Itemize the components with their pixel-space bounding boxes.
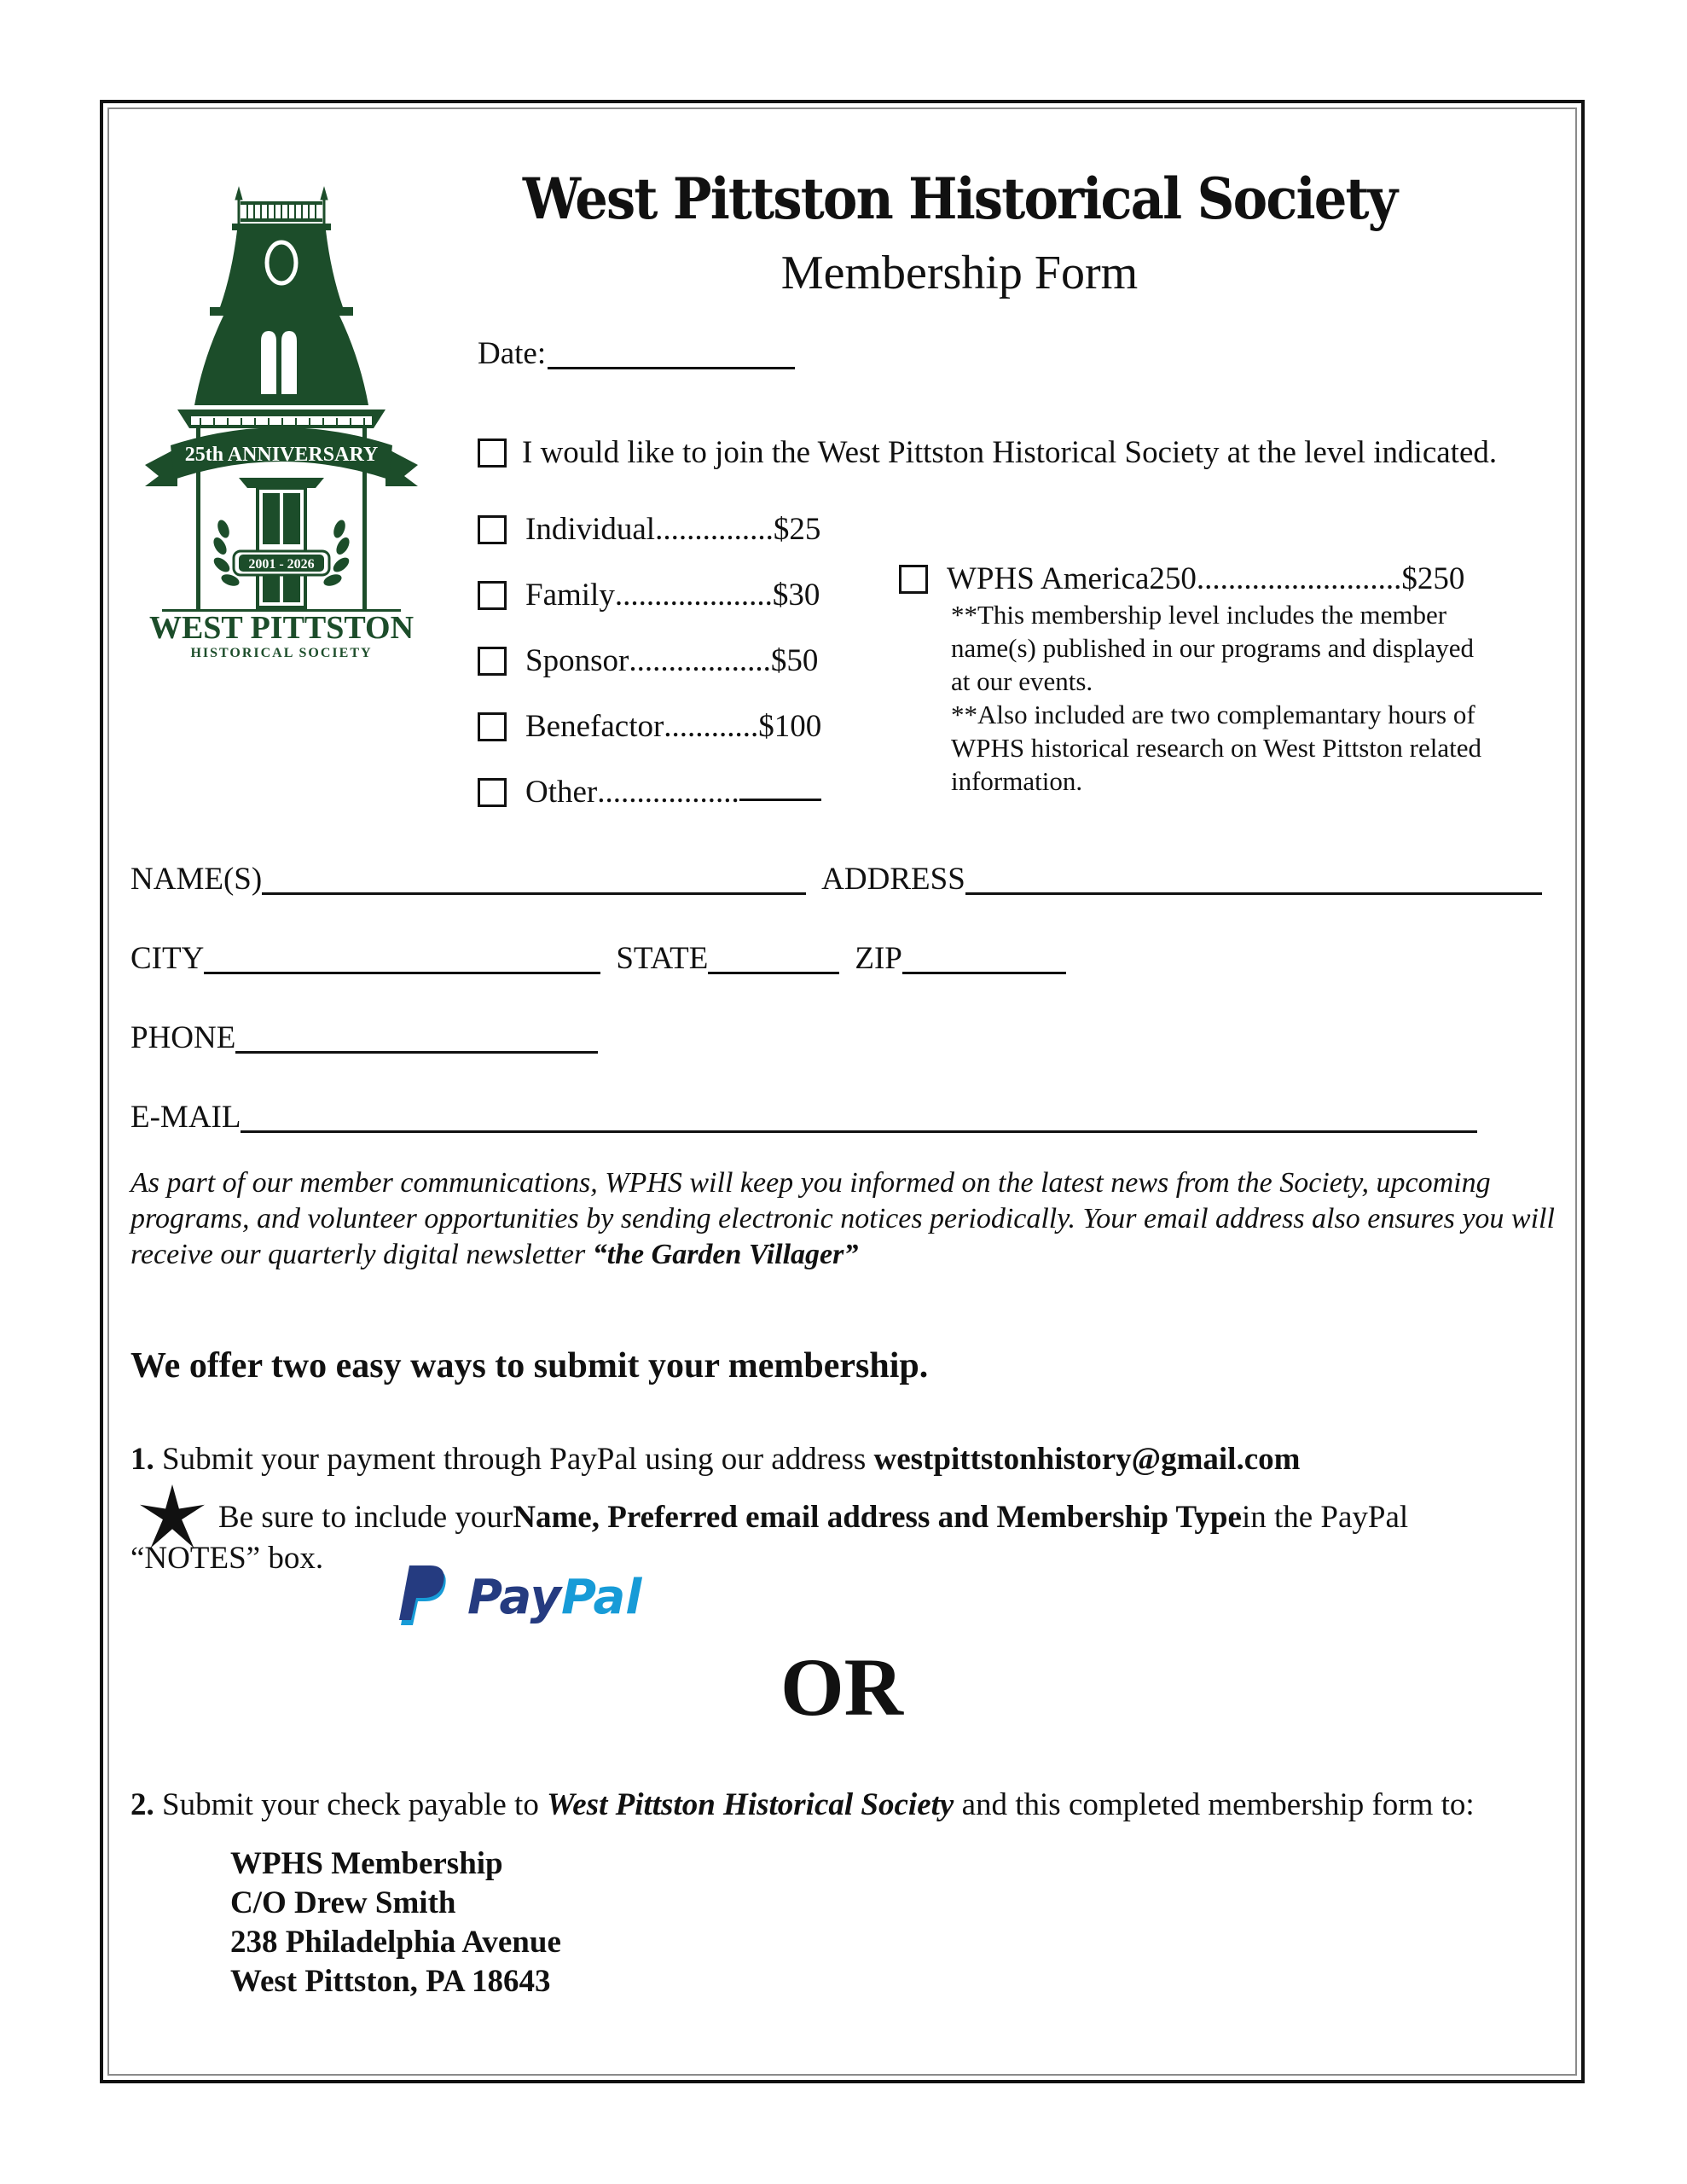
communications-paragraph: As part of our member communications, WPHS will keep you informed on the latest news from the Society, upcoming programs, and volunteer opportunities by sending electronic notices periodically. Your email address also ensures you will receive our quarterly digital newsletter “the Garden Villager” bbox=[130, 1167, 1555, 1270]
price: $250 bbox=[1401, 561, 1465, 596]
paypal-email[interactable]: westpittstonhistory@gmail.com bbox=[873, 1442, 1301, 1477]
society-logo bbox=[128, 171, 435, 657]
step-1-note: Be sure to include your Name, Preferred email address and Membership Type in the PayPal bbox=[138, 1484, 1408, 1549]
mailing-address: WPHS Membership C/O Drew Smith 238 Philadelphia Avenue West Pittston, PA 18643 bbox=[230, 1846, 561, 1999]
state-input-line[interactable] bbox=[708, 971, 839, 974]
price: $25 bbox=[773, 512, 821, 547]
checkbox[interactable] bbox=[478, 712, 507, 741]
america250-option[interactable]: WPHS America250 .......................... $250 bbox=[899, 563, 1564, 595]
zip-input-line[interactable] bbox=[902, 971, 1066, 974]
phone-input-line[interactable] bbox=[235, 1050, 598, 1054]
contact-row-2 bbox=[130, 943, 1066, 974]
name-label: NAME(S) bbox=[130, 862, 263, 897]
america250-notes: **This membership level includes the member name(s) published in our programs and displayed at our events. **Also included are two complemantary hours of WPHS historical research on West Pittston related information. bbox=[951, 600, 1481, 796]
price: $100 bbox=[758, 709, 822, 744]
level-individual[interactable]: Individual ............... $25 bbox=[478, 497, 821, 562]
level-benefactor[interactable]: Benefactor ............ $100 bbox=[478, 694, 821, 759]
address-label: ADDRESS bbox=[821, 862, 965, 897]
logo-tagline: HISTORICAL SOCIETY bbox=[190, 646, 373, 657]
city-input-line[interactable] bbox=[204, 971, 600, 974]
email-input-line[interactable] bbox=[241, 1130, 1477, 1133]
logo-years: 2001 - 2026 bbox=[248, 557, 315, 572]
checkbox[interactable] bbox=[899, 565, 928, 594]
other-amount-line[interactable] bbox=[739, 783, 821, 801]
newsletter-name: “the Garden Villager” bbox=[592, 1239, 859, 1270]
city-label: CITY bbox=[130, 941, 205, 976]
join-checkbox[interactable] bbox=[478, 439, 507, 468]
contact-row-1 bbox=[130, 863, 1542, 895]
date-label: Date: bbox=[478, 336, 547, 371]
payee-name: West Pittston Historical Society bbox=[547, 1787, 954, 1822]
zip-label: ZIP bbox=[855, 941, 902, 976]
step-1-note-end: “NOTES” box. bbox=[130, 1541, 324, 1576]
step-1: 1. Submit your payment through PayPal using our address westpittstonhistory@gmail.com bbox=[130, 1442, 1301, 1477]
logo-banner-text: 25th ANNIVERSARY bbox=[184, 444, 379, 466]
address-input-line[interactable] bbox=[965, 892, 1542, 895]
contact-row-4 bbox=[130, 1101, 1477, 1133]
join-option[interactable] bbox=[478, 437, 1497, 468]
checkbox[interactable] bbox=[478, 515, 507, 544]
star-icon bbox=[138, 1484, 206, 1549]
email-label: E-MAIL bbox=[130, 1100, 241, 1135]
checkbox[interactable] bbox=[478, 778, 507, 807]
checkbox[interactable] bbox=[478, 581, 507, 610]
level-other[interactable]: Other .................. bbox=[478, 759, 821, 825]
join-label: I would like to join the West Pittston Historical Society at the level indicated. bbox=[522, 435, 1498, 470]
level-sponsor[interactable]: Sponsor .................. $50 bbox=[478, 628, 821, 694]
date-input-line[interactable] bbox=[548, 366, 795, 369]
price: $30 bbox=[772, 578, 820, 613]
submit-heading: We offer two easy ways to submit your membership. bbox=[130, 1346, 929, 1385]
checkbox[interactable] bbox=[478, 647, 507, 676]
or-divider: OR bbox=[780, 1641, 903, 1733]
step-2: 2. Submit your check payable to West Pittston Historical Society and this completed membership form to: bbox=[130, 1787, 1475, 1822]
paypal-pal: Pal bbox=[561, 1569, 642, 1625]
level-family[interactable]: Family .................... $30 bbox=[478, 562, 821, 628]
paypal-icon bbox=[399, 1565, 452, 1629]
page-title: West Pittston Historical Society bbox=[522, 166, 1397, 232]
level-america250 bbox=[899, 563, 1564, 798]
membership-levels bbox=[478, 497, 821, 825]
phone-label: PHONE bbox=[130, 1020, 236, 1055]
contact-row-3 bbox=[130, 1022, 598, 1054]
paypal-pay: Pay bbox=[467, 1569, 562, 1625]
state-label: STATE bbox=[616, 941, 709, 976]
page-subtitle: Membership Form bbox=[780, 247, 1139, 299]
logo-name: WEST PITTSTON bbox=[148, 610, 415, 646]
name-input-line[interactable] bbox=[262, 892, 806, 895]
price: $50 bbox=[770, 643, 819, 678]
paypal-logo[interactable] bbox=[399, 1565, 641, 1629]
date-field bbox=[478, 338, 795, 369]
